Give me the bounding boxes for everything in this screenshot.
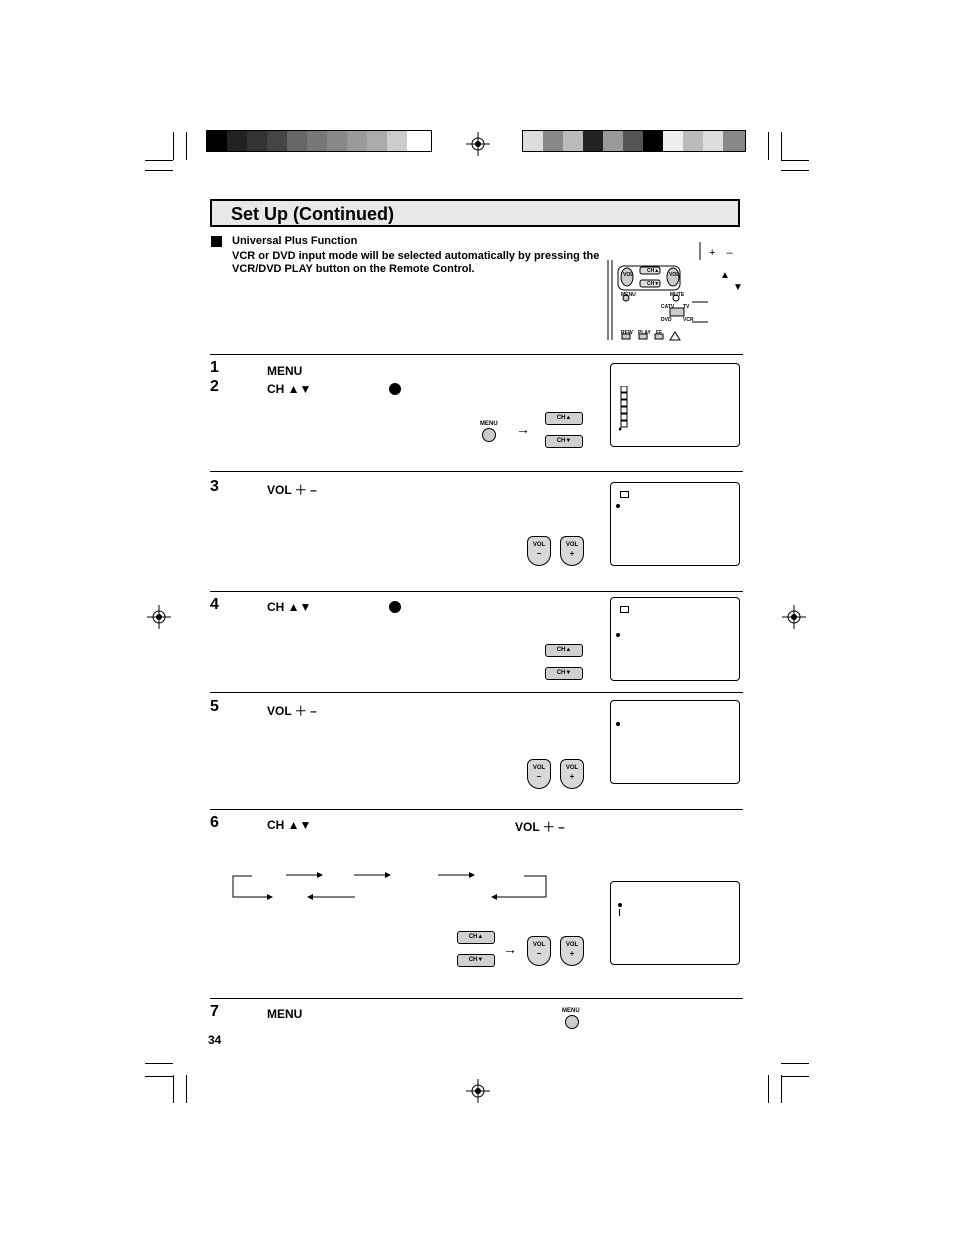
vol-plus-button[interactable]: VOL + <box>560 936 584 966</box>
vol-plus-button[interactable]: VOL + <box>560 536 584 566</box>
vol-minus-button[interactable]: VOL – <box>527 759 551 789</box>
cursor-icon <box>616 722 620 726</box>
step-number: 4 <box>210 596 219 613</box>
step-label: CH ▲▼ <box>267 818 312 832</box>
ch-up-button[interactable]: CH▲ <box>457 931 495 944</box>
calibration-bar-left <box>206 130 432 152</box>
step-label: MENU <box>267 364 303 378</box>
menu-button[interactable] <box>482 428 496 442</box>
up-arrow-icon: ▲ <box>720 270 730 281</box>
crop-mark <box>145 1063 173 1064</box>
step-number: 1 <box>210 359 219 376</box>
registration-mark-icon <box>466 132 490 156</box>
section-bullet-icon <box>211 236 222 247</box>
ch-down-button[interactable]: CH▼ <box>545 667 583 680</box>
crop-mark <box>186 132 187 160</box>
step-number: 7 <box>210 1003 219 1020</box>
remote-ch-down-label: CH▼ <box>647 281 660 287</box>
remote-rew-label: REW <box>621 330 633 336</box>
divider <box>210 809 743 810</box>
bullet-dot-icon <box>389 383 401 395</box>
menu-button[interactable] <box>565 1015 579 1029</box>
crop-mark <box>768 132 769 160</box>
crop-mark <box>781 1075 782 1103</box>
remote-vol-label: VOL <box>623 272 634 278</box>
step-number: 6 <box>210 814 219 831</box>
step-label-secondary: VOL ＋ – <box>515 820 565 834</box>
page-number: 34 <box>208 1033 222 1047</box>
ch-up-button[interactable]: CH▲ <box>545 412 583 425</box>
arrow-icon: → <box>516 421 530 437</box>
arrow-icon: → <box>503 941 517 957</box>
remote-ff-label: FF <box>656 330 663 336</box>
step-number: 5 <box>210 698 219 715</box>
step-label: VOL ＋ – <box>267 483 317 497</box>
divider <box>210 471 743 472</box>
registration-mark-icon <box>466 1079 490 1103</box>
page-title: Set Up (Continued) <box>231 204 394 224</box>
vol-minus-button[interactable]: VOL – <box>527 936 551 966</box>
step-number: 2 <box>210 378 219 395</box>
ch-down-button[interactable]: CH▼ <box>457 954 495 967</box>
bullet-dot-icon <box>389 601 401 613</box>
crop-mark <box>781 1076 809 1077</box>
ch-down-button[interactable]: CH▼ <box>545 435 583 448</box>
tv-screen <box>610 700 740 784</box>
remote-play-label: PLAY <box>638 330 651 336</box>
crop-mark <box>781 132 782 160</box>
section-body: VCR or DVD input mode will be selected automatically by pressing the VCR/DVD PLAY button on the Remote Control. <box>232 250 600 275</box>
remote-mute-label: MUTE <box>670 292 685 298</box>
vol-minus-button[interactable]: VOL – <box>527 536 551 566</box>
remote-plus-minus: + – <box>709 247 737 259</box>
crop-mark <box>768 1075 769 1103</box>
vol-plus-button[interactable]: VOL + <box>560 759 584 789</box>
registration-mark-icon <box>782 605 806 629</box>
step-label: VOL ＋ – <box>267 704 317 718</box>
crop-mark <box>781 1063 809 1064</box>
divider <box>210 354 743 355</box>
cursor-icon <box>616 633 620 637</box>
remote-dvd-label: DVD <box>661 317 672 323</box>
crop-mark <box>781 160 809 161</box>
remote-menu-label: MENU <box>621 292 636 298</box>
step-number: 3 <box>210 478 219 495</box>
crop-mark <box>186 1075 187 1103</box>
crop-mark <box>173 1075 174 1103</box>
cursor-line <box>619 909 620 916</box>
tv-screen <box>610 597 740 681</box>
down-arrow-icon: ▼ <box>733 282 743 293</box>
crop-mark <box>145 160 173 161</box>
ch-up-button[interactable]: CH▲ <box>545 644 583 657</box>
menu-icon <box>620 491 629 498</box>
divider <box>210 692 743 693</box>
page-title-box <box>210 199 740 227</box>
menu-button-label: MENU <box>480 421 498 427</box>
registration-mark-icon <box>147 605 171 629</box>
section-heading: Universal Plus Function <box>232 235 358 247</box>
remote-catv-label: CATV <box>661 304 675 310</box>
step-label: MENU <box>267 1007 303 1021</box>
cursor-icon <box>616 504 620 508</box>
cursor-icon <box>618 903 622 907</box>
crop-mark <box>781 170 809 171</box>
menu-icons <box>619 386 631 432</box>
menu-icon <box>620 606 629 613</box>
cycle-diagram <box>230 870 550 902</box>
divider <box>210 591 743 592</box>
remote-vcr-label: VCR <box>683 317 694 323</box>
tv-screen <box>610 482 740 566</box>
step-label: CH ▲▼ <box>267 382 312 396</box>
crop-mark <box>145 1076 173 1077</box>
tv-screen <box>610 881 740 965</box>
tv-screen <box>610 363 740 447</box>
step-label: CH ▲▼ <box>267 600 312 614</box>
crop-mark <box>145 170 173 171</box>
divider <box>210 998 743 999</box>
remote-ch-up-label: CH▲ <box>647 268 660 274</box>
menu-button-label: MENU <box>562 1008 580 1014</box>
calibration-bar-right <box>522 130 746 152</box>
crop-mark <box>173 132 174 160</box>
remote-tv-label: TV <box>683 304 690 310</box>
remote-vol-label: VOL <box>669 272 680 278</box>
